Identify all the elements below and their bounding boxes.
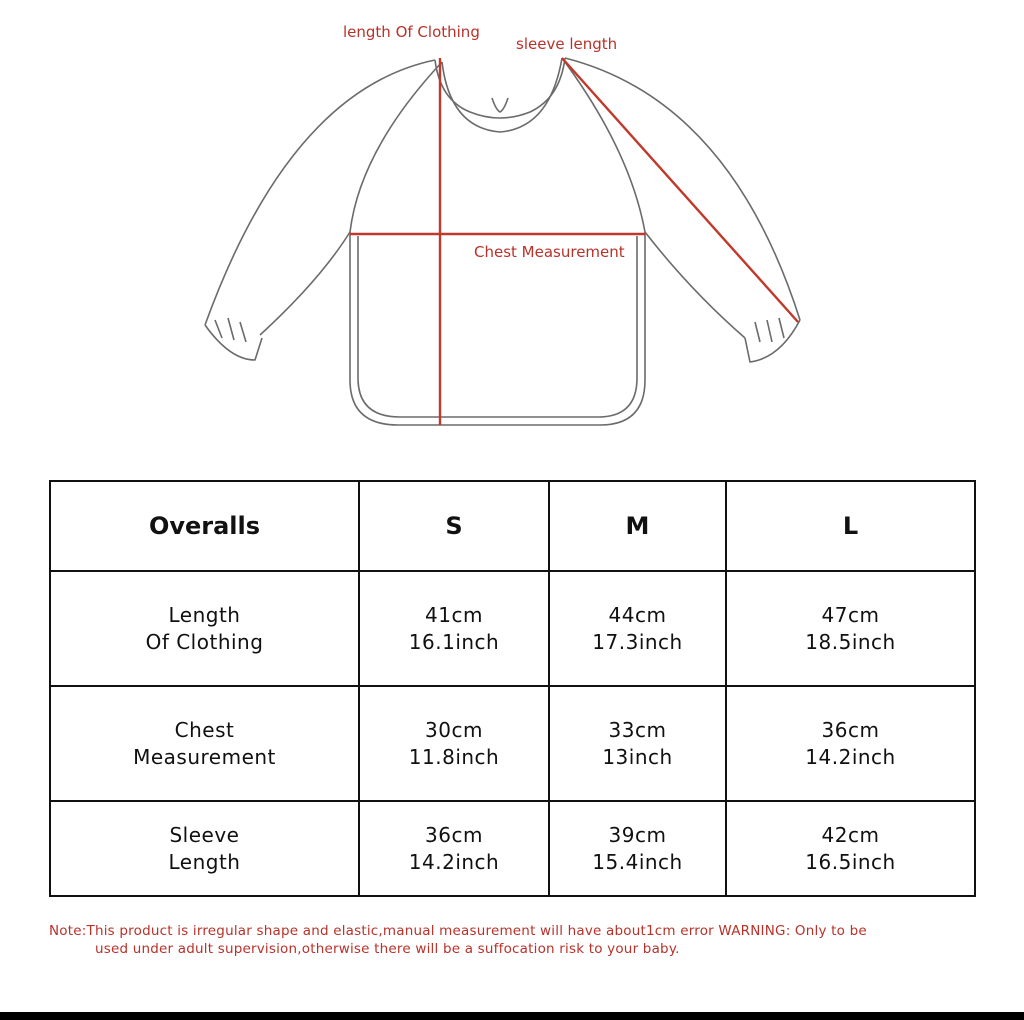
table-row — [50, 686, 975, 801]
header-overalls: Overalls — [50, 481, 359, 571]
length-l-cell: 47cm 18.5inch — [726, 571, 975, 686]
header-size-m: M — [549, 481, 726, 571]
table-header-row — [50, 481, 975, 571]
table-row — [50, 801, 975, 896]
table-row — [50, 571, 975, 686]
header-size-s: S — [359, 481, 549, 571]
left-cuff — [205, 325, 262, 360]
size-table — [49, 480, 976, 897]
neckline-outer — [435, 58, 565, 118]
sleeve-measure-line — [562, 58, 798, 322]
bib-body-inner — [358, 236, 637, 417]
left-raglan-seam — [350, 62, 442, 232]
neck-label — [492, 98, 508, 112]
bottom-bar — [0, 1012, 1024, 1020]
chest-l-cell: 36cm 14.2inch — [726, 686, 975, 801]
neckline-inner — [442, 58, 562, 132]
left-cuff-gather — [215, 318, 246, 342]
sleeve-l-cell: 42cm 16.5inch — [726, 801, 975, 896]
header-size-l: L — [726, 481, 975, 571]
length-m-cell: 44cm 17.3inch — [549, 571, 726, 686]
right-sleeve-bottom — [645, 232, 745, 338]
chest-label: Chest Measurement — [474, 243, 625, 261]
warning-note — [49, 922, 969, 958]
right-cuff-gather — [755, 318, 784, 342]
length-s-cell: 41cm 16.1inch — [359, 571, 549, 686]
left-sleeve-top — [205, 60, 435, 325]
length-label: length Of Clothing — [343, 23, 480, 41]
row-label-length: Length Of Clothing — [50, 571, 359, 686]
note-line-2: used under adult supervision,otherwise there will be a suffocation risk to your baby. — [95, 941, 680, 957]
measurement-lines — [350, 58, 798, 425]
row-label-sleeve: Sleeve Length — [50, 801, 359, 896]
right-sleeve-top — [565, 58, 800, 320]
garment-outline — [205, 58, 800, 425]
sleeve-label: sleeve length — [516, 35, 618, 53]
chest-s-cell: 30cm 11.8inch — [359, 686, 549, 801]
row-label-chest: Chest Measurement — [50, 686, 359, 801]
sleeve-s-cell: 36cm 14.2inch — [359, 801, 549, 896]
garment-diagram — [0, 0, 1024, 470]
left-sleeve-bottom — [260, 232, 350, 335]
note-line-1: Note:This product is irregular shape and elastic,manual measurement will have about1cm error WARNING: Only to be — [49, 923, 867, 939]
chest-m-cell: 33cm 13inch — [549, 686, 726, 801]
sleeve-m-cell: 39cm 15.4inch — [549, 801, 726, 896]
